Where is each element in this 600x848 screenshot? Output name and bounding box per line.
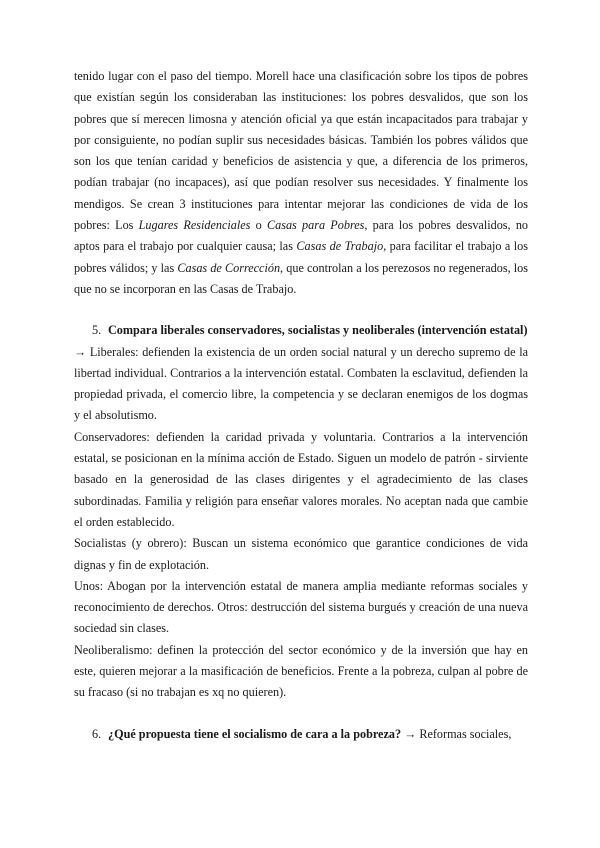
intro-text-5: , que controlan a los perezosos no regenerados, los que no se incorporan en las Casas de Trabajo. [74,260,528,296]
intro-text-4: , para facilitar el trabajo a los pobres válidos; y las [74,239,528,275]
document-page [74,66,528,745]
intro-italic-casas-trabajo: Casas de Trabajo [296,239,384,254]
intro-paragraph [74,66,528,300]
intro-italic-casas-correccion: Casas de Corrección [177,260,281,275]
question-5-number: 5. [92,323,102,338]
answer-neoliberalismo: Neoliberalismo: definen la protección del sector económico y de la inversión que hay en este, quieren mejorar a la masificación de beneficios. Frente a la pobreza, culpan al pobre de su fracaso (si no trabajan es xq no quieren). [74,642,528,700]
answer-socialistas: Socialistas (y obrero): Buscan un sistema económico que garantice condiciones de vida dignas y fin de explotación. [74,536,528,572]
liberales-text: Liberales: defienden la existencia de un orden social natural y un derecho supremo de la libertad individual. Contrarios a la intervención estatal. Combaten la esclavitud, defienden la propiedad privada, el comercio libre, la competencia y se declaran enemigos de los dogmas y el absolutismo. [74,344,529,423]
question-6-text: ¿Qué propuesta tiene el socialismo de cara a la pobreza? [108,726,402,741]
question-6-answer: Reformas sociales, [419,726,512,741]
intro-italic-lugares: Lugares Residenciales [138,218,251,233]
question-6-heading [74,724,528,745]
intro-text-2: o [250,218,267,233]
arrow-icon: → [404,726,417,741]
answer-conservadores: Conservadores: defienden la caridad privada y voluntaria. Contrarios a la intervención estatal, se posicionan en la mínima acción de Estado. Siguen un modelo de patrón - sirviente basado en la generosidad de las clases dirigentes y el agradecimiento de las clases subordinadas. Familia y religión para enseñar valores morales. No aceptan nada que cambie el orden establecido. [74,429,528,529]
question-6-number: 6. [92,726,102,741]
intro-text-3: , para los pobres desvalidos, no aptos para el trabajo por cualquier causa; las [74,218,529,254]
answer-liberales [74,342,528,427]
answer-unos-otros: Unos: Abogan por la intervención estatal de manera amplia mediante reformas sociales y reconocimiento de derechos. Otros: destrucción del sistema burgués y creación de una nueva sociedad sin clases. [74,578,528,636]
arrow-icon: → [74,344,87,359]
intro-text-1: tenido lugar con el paso del tiempo. Morell hace una clasificación sobre los tipos de pobres que existían según los consideraban las instituciones: los pobres desvalidos, que son los pobres que sí merecen limosna y atención oficial ya que están incapacitados para trabajar y por consiguiente, no podían suplir sus necesidades básicas. También los pobres válidos que son los que tenían caridad y beneficios de asistencia y que, a diferencia de los primeros, podían trabajar (no incapaces), así que podían resolver sus necesidades. Y finalmente los mendigos. Se crean 3 instituciones para intentar mejorar las condiciones de vida de los pobres: Los [74,69,528,233]
question-5-heading [74,320,528,341]
question-5-text: Compara liberales conservadores, socialistas y neoliberales (intervención estatal) [108,323,528,338]
intro-italic-casas-pobres: Casas para Pobres [267,218,365,233]
